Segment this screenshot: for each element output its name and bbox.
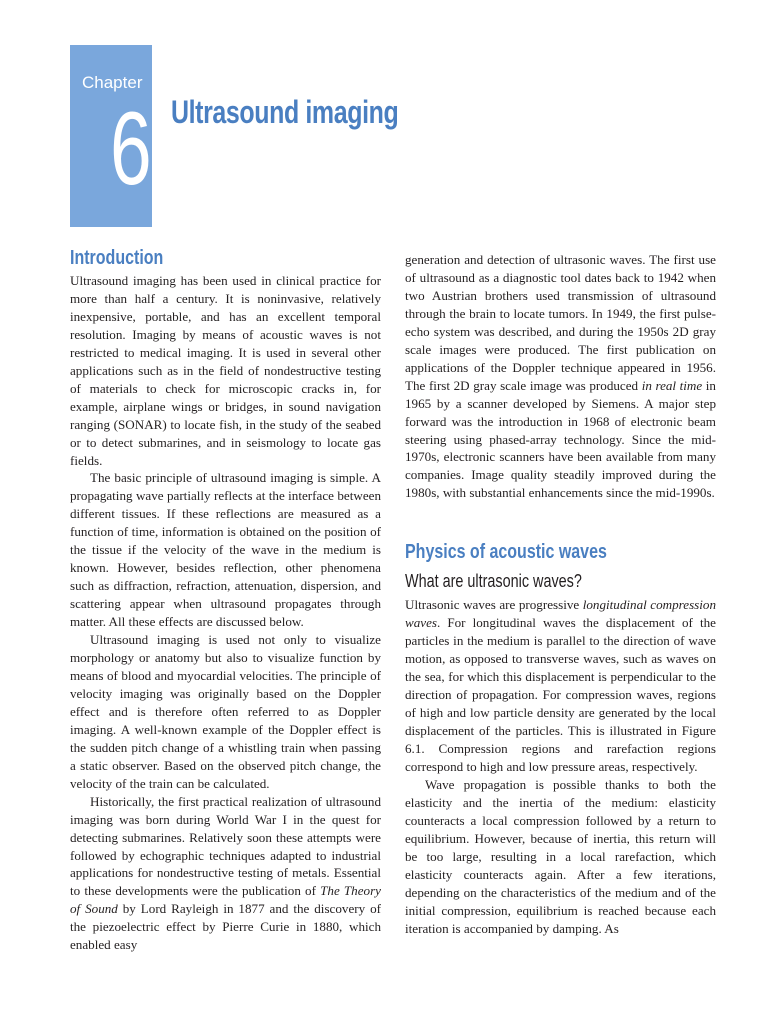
physics-paragraph-1 bbox=[405, 596, 716, 776]
physics-paragraph-2: Wave propagation is possible thanks to both the elasticity and the inertia of the medium: elasticity counteracts a local compression followed by a return to equilibrium. However, because of inertia, this return will be too large, resulting in a local rarefaction, which elasticity counteracts again. After a few iterations, depending on the characteristics of the medium and of the initial compression, equilibrium is reached because each iteration is accompanied by damping. As bbox=[405, 776, 716, 936]
chapter-block bbox=[70, 45, 152, 227]
chapter-number: 6 bbox=[110, 91, 152, 207]
intro-p4-book-title: The Theory of Sound bbox=[70, 883, 381, 917]
physics-heading: Physics of acoustic waves bbox=[405, 541, 607, 564]
right-column bbox=[405, 251, 716, 937]
intro-paragraph-5 bbox=[405, 251, 716, 502]
intro-p4-text-b: by Lord Rayleigh in 1877 and the discovery of the piezoelectric effect by Pierre Curie in 1880, which enabled easy bbox=[70, 901, 381, 953]
introduction-heading: Introduction bbox=[70, 247, 164, 269]
physics-p1-text-a: Ultrasonic waves are progressive bbox=[405, 597, 583, 613]
intro-paragraph-2: The basic principle of ultrasound imaging is simple. A propagating wave partially reflects at the interface between different tissues. If these reflections are measured as a function of time, information is obtained on the position of the tissue if the velocity of the wave in the medium is known. However, besides reflection, other phenomena such as diffraction, refraction, attenuation, dispersion, and scattering appear when ultrasound propagates through matter. All these effects are discussed below. bbox=[70, 470, 381, 630]
chapter-title: Ultrasound imaging bbox=[171, 94, 399, 130]
left-column bbox=[70, 246, 381, 954]
intro-p5-italic: in real time bbox=[641, 377, 703, 393]
chapter-label: Chapter bbox=[82, 73, 143, 92]
intro-paragraph-4 bbox=[70, 793, 381, 955]
physics-subheading: What are ultrasonic waves? bbox=[405, 571, 582, 592]
intro-paragraph-1: Ultrasound imaging has been used in clinical practice for more than half a century. It is noninvasive, relatively inexpensive, portable, and has an excellent temporal resolution. Imaging by means of acoustic waves is not restricted to medical imaging. It is used in several other applications such as in the field of nondestructive testing of materials to check for microscopic cracks in, for example, airplane wings or bridges, in sound navigation ranging (SONAR) to locate fish, in the study of the seabed or to detect submarines, and in seismology to locate gas fields. bbox=[70, 273, 381, 468]
intro-p5-text-a: generation and detection of ultrasonic waves. The first use of ultrasound as a diagnostic tool dates back to 1942 when two Austrian brothers used transmission of ultrasound through the brain to locate tumors. In 1949, the first pulse-echo system was described, and during the 1950s 2D gray scale images were produced. The first publication on applications of the Doppler technique appeared in 1956. The first 2D gray scale image was produced bbox=[405, 252, 716, 393]
intro-p5-text-b: in 1965 by a scanner developed by Siemens. A major step forward was the introduction in 1968 of electronic beam steering using phased-array technology. Since the mid-1970s, electronic scanners have been available from many companies. Image quality steadily improved during the 1980s, with substantial enhancements since the mid-1990s. bbox=[405, 377, 716, 501]
physics-p1-italic: longitudinal compression waves bbox=[405, 597, 717, 631]
section-gap bbox=[405, 502, 716, 540]
intro-p4-text-a: Historically, the first practical realization of ultrasound imaging was born during World War I in the quest for detecting submarines. Relatively soon these attempts were followed by echographic techniques adapted to industrial applications for nondestructive testing of metals. Essential to these developments were the publication of bbox=[70, 793, 381, 899]
physics-p1-text-b: . For longitudinal waves the displacement of the particles in the medium is parallel to the direction of wave motion, as opposed to transverse waves, such as waves on the sea, for which this displacement is perpendicular to the direction of propagation. For compression waves, regions of high and low particle density are generated by the local displacement of the particles. This is illustrated in Figure 6.1. Compression regions and rarefaction regions correspond to high and low pressure areas, respectively. bbox=[405, 615, 716, 774]
intro-paragraph-3: Ultrasound imaging is used not only to visualize morphology or anatomy but also to visualize function by means of blood and myocardial velocities. The principle of velocity imaging was originally based on the Doppler effect and is therefore often referred to as Doppler imaging. A well-known example of the Doppler effect is the sudden pitch change of a whistling train when passing a static observer. Based on the observed pitch change, the velocity of the train can be calculated. bbox=[70, 632, 381, 791]
